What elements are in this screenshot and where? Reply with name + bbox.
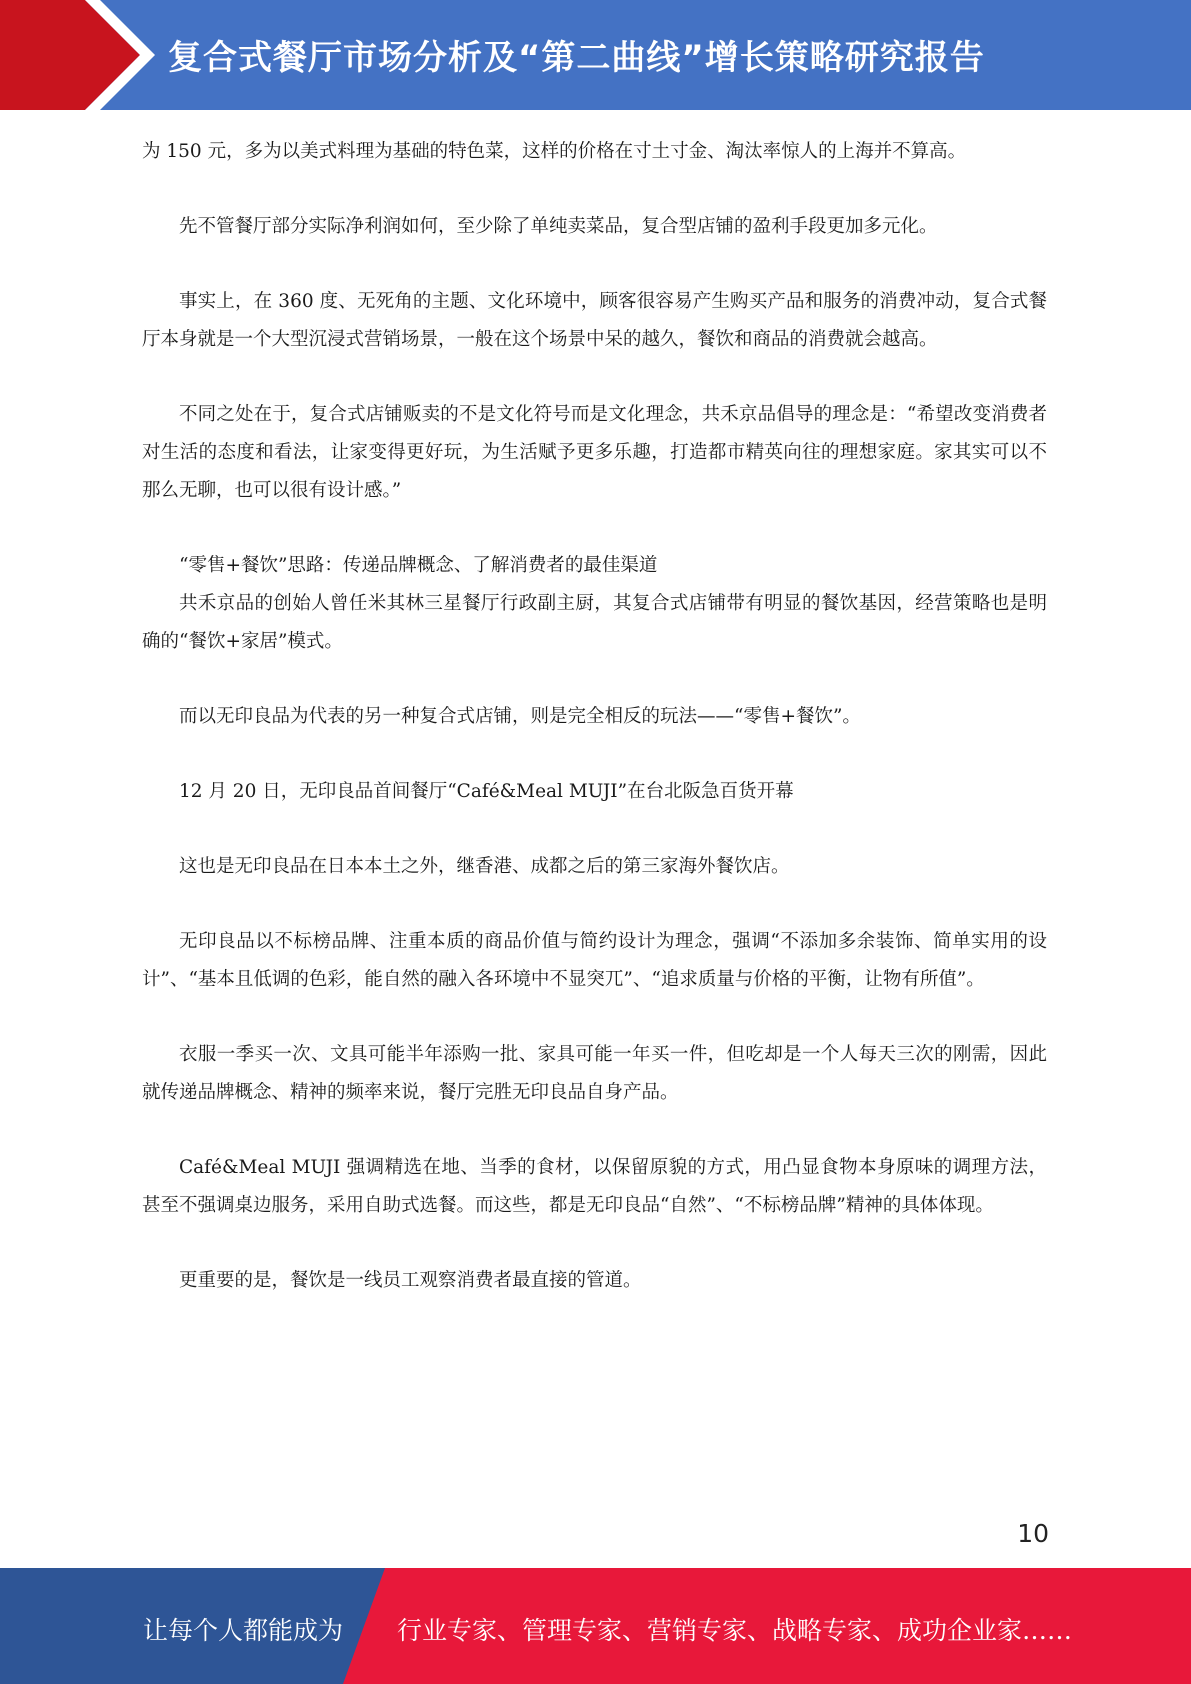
- footer-slogan-right: 行业专家、管理专家、营销专家、战略专家、成功企业家……: [397, 1616, 1073, 1645]
- paragraph-frequency: 衣服一季买一次、文具可能半年添购一批、家具可能一年买一件，但吃却是一个人每天三次的刚需，因此就传递品牌概念、精神的频率来说，餐厅完胜无印良品自身产品。: [142, 1044, 1047, 1103]
- paragraph-muji-philosophy: 无印良品以不标榜品牌、注重本质的商品价值与简约设计为理念，强调“不添加多余装饰、简单实用的设计”、“基本且低调的色彩，能自然的融入各环境中不显突兀”、“追求质量与价格的平衡，让物有所值”。: [142, 931, 1047, 990]
- page-number: 10: [1017, 1519, 1049, 1548]
- paragraph-profit: 先不管餐厅部分实际净利润如何，至少除了单纯卖菜品，复合型店铺的盈利手段更加多元化。: [179, 216, 938, 237]
- paragraph-third-store: 这也是无印良品在日本本土之外，继香港、成都之后的第三家海外餐饮店。: [179, 856, 790, 877]
- report-title: 复合式餐厅市场分析及“第二曲线”增长策略研究报告: [168, 38, 985, 78]
- footer-banner: [0, 1568, 1191, 1684]
- document-body: [142, 133, 1047, 1337]
- footer-slogan-left: 让每个人都能成为: [143, 1616, 344, 1645]
- paragraph-muji-opening: 12 月 20 日，无印良品首间餐厅“Café&Meal MUJI”在台北阪急百货开幕: [179, 781, 794, 802]
- header-banner: [0, 0, 1191, 110]
- paragraph-cafe-meal: Café&Meal MUJI 强调精选在地、当季的食材，以保留原貌的方式，用凸显食物本身原味的调理方法，甚至不强调桌边服务，采用自助式选餐。而这些，都是无印良品“自然”、“不标榜品牌”精神的具体体现。: [142, 1157, 1047, 1216]
- paragraph-concept: 不同之处在于，复合式店铺贩卖的不是文化符号而是文化理念，共禾京品倡导的理念是：“希望改变消费者对生活的态度和看法，让家变得更好玩，为生活赋予更多乐趣，打造都市精英向往的理想家庭。家其实可以不那么无聊，也可以很有设计感。”: [142, 404, 1047, 501]
- paragraph-immersive: 事实上，在 360 度、无死角的主题、文化环境中，顾客很容易产生购买产品和服务的消费冲动，复合式餐厅本身就是一个大型沉浸式营销场景，一般在这个场景中呆的越久，餐饮和商品的消费就会越高。: [142, 291, 1047, 350]
- paragraph-founder: 共禾京品的创始人曾任米其林三星餐厅行政副主厨，其复合式店铺带有明显的餐饮基因，经营策略也是明确的“餐饮+家居”模式。: [142, 593, 1047, 652]
- paragraph-muji-opposite: 而以无印良品为代表的另一种复合式店铺，则是完全相反的玩法——“零售+餐饮”。: [179, 706, 861, 727]
- paragraph-price: 为 150 元，多为以美式料理为基础的特色菜，这样的价格在寸土寸金、淘汰率惊人的上海并不算高。: [142, 141, 967, 162]
- section-heading-retail-dining: “零售+餐饮”思路：传递品牌概念、了解消费者的最佳渠道: [179, 555, 658, 576]
- paragraph-observation: 更重要的是，餐饮是一线员工观察消费者最直接的管道。: [179, 1270, 642, 1291]
